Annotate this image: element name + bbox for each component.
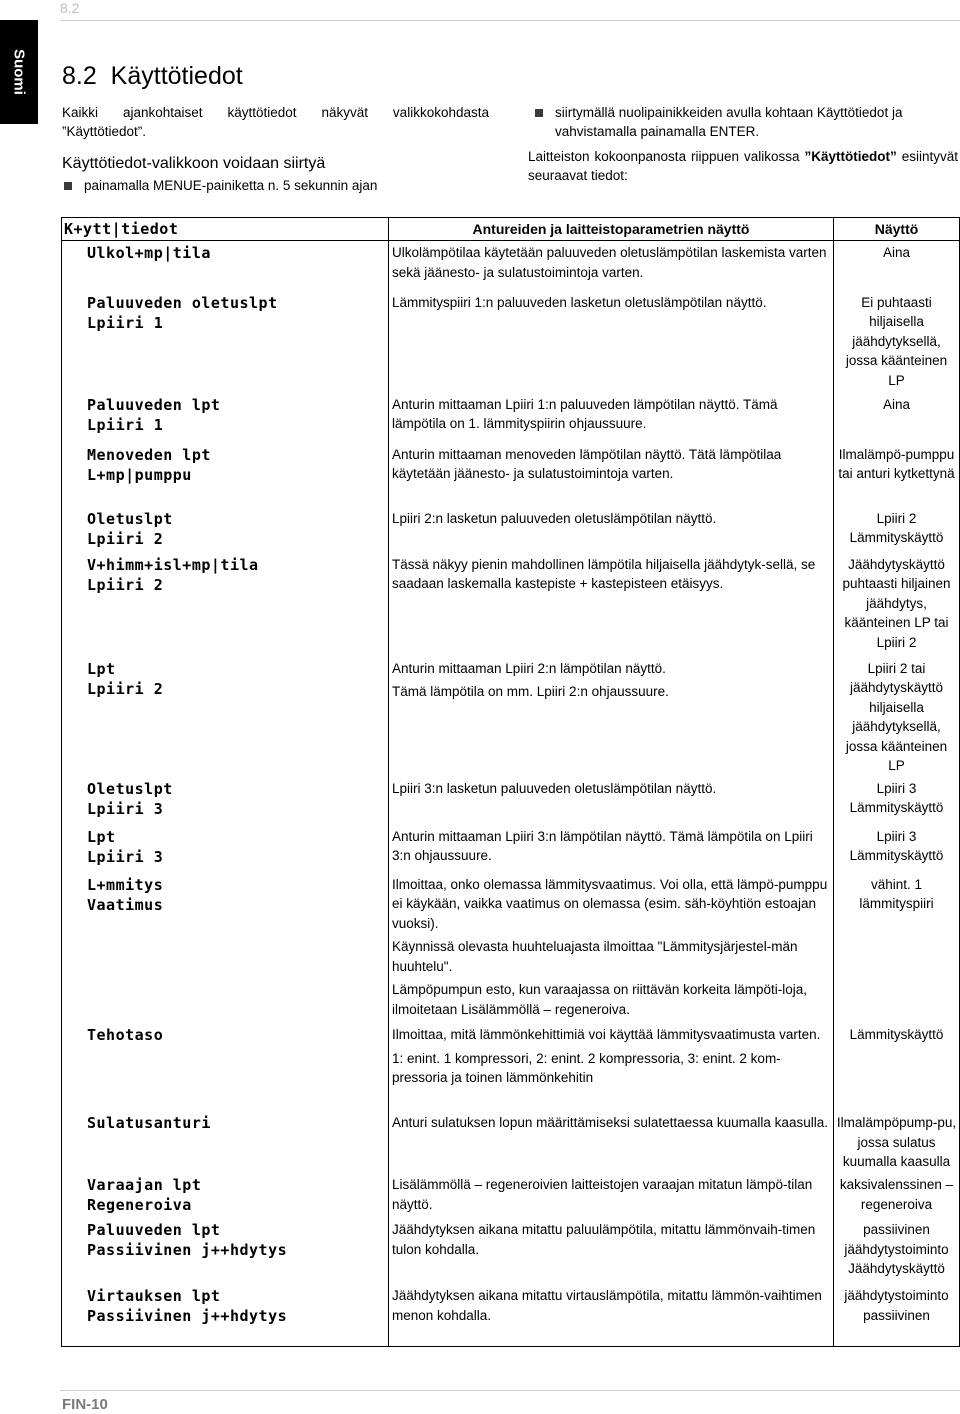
- intro-paragraph: Kaikki ajankohtaiset käyttötiedot näkyvät valikkokohdasta ”Käyttötiedot”.: [62, 105, 489, 139]
- display-condition-cell: Aina: [834, 241, 960, 291]
- display-condition-cell: Lpiiri 2 tai jäähdytyskäyttö hiljaisella jäähdytyksellä, jossa käänteinen LP: [834, 657, 960, 777]
- header-description: Antureiden ja laitteistoparametrien näyttö: [389, 218, 834, 241]
- description-paragraph: Tässä näkyy pienin mahdollinen lämpötila hiljaisella jäähdytyk-sellä, se saadaan laskemalla kastepiste + kastepisteen etäisyys.: [392, 556, 816, 591]
- header-rule: [60, 20, 960, 21]
- menu-item-lcd: [62, 553, 389, 657]
- lcd-line: Sulatusanturi: [87, 1114, 211, 1132]
- description-cell: [389, 1218, 834, 1284]
- table-row: [62, 443, 960, 507]
- description-paragraph: 1: enint. 1 kompressori, 2: enint. 2 kompressoria, 3: enint. 2 kom-pressoria ja toinen lämmönkehitin: [392, 1050, 781, 1085]
- table-row: [62, 825, 960, 873]
- footer-rule: [60, 1390, 960, 1391]
- display-condition-cell: vähint. 1 lämmityspiiri: [834, 873, 960, 1024]
- display-condition-cell: Ilmalämpöpump-pu, jossa sulatus kuumalla kaasulla: [834, 1111, 960, 1173]
- description-paragraph: Lpiiri 2:n lasketun paluuveden oletuslämpötilan näyttö.: [392, 510, 717, 526]
- table-row: [62, 657, 960, 777]
- menu-item-lcd: [62, 1284, 389, 1346]
- menu-item-lcd: [62, 241, 389, 291]
- description-paragraph: Anturin mittaaman Lpiiri 2:n lämpötilan näyttö.: [392, 660, 666, 676]
- language-side-tab: [0, 20, 38, 124]
- description-paragraph: Tämä lämpötila on mm. Lpiiri 2:n ohjaussuure.: [392, 684, 669, 699]
- description-paragraph: Ilmoittaa, onko olemassa lämmitysvaatimus. Voi olla, että lämpö-pumppu ei käykään, vaikka vaatimus on olemassa (esim. säh-köyhtiön estoajan vuoksi).: [392, 876, 828, 931]
- table-row: [62, 1284, 960, 1346]
- description-paragraph: Anturin mittaaman Lpiiri 3:n lämpötilan näyttö. Tämä lämpötila on Lpiiri 3:n ohjaussuure.: [392, 828, 813, 863]
- header-menu: [62, 218, 389, 241]
- table-row: [62, 1023, 960, 1111]
- description-cell: [389, 873, 834, 1024]
- lcd-line: Lpiiri 3: [87, 847, 164, 866]
- title-text: Käyttötiedot: [110, 62, 243, 90]
- lcd-line: Tehotaso: [87, 1026, 164, 1044]
- description-paragraph: Lpiiri 3:n lasketun paluuveden oletuslämpötilan näyttö.: [392, 780, 717, 796]
- lcd-line: Vaatimus: [87, 895, 164, 914]
- table-row: [62, 873, 960, 1024]
- intro-right-bold: ”Käyttötiedot”: [804, 149, 897, 164]
- intro-right-paragraph: [528, 148, 958, 185]
- page-number: FIN-10: [62, 1396, 108, 1413]
- table-row: [62, 291, 960, 393]
- description-paragraph: Anturin mittaaman menoveden lämpötilan näyttö. Tätä lämpötilaa käytetään jäänesto- ja sulatustoimintoja varten.: [392, 446, 782, 481]
- description-paragraph: Ilmoittaa, mitä lämmönkehittimiä voi käyttää lämmitysvaatimusta varten.: [392, 1027, 821, 1042]
- table-row: [62, 777, 960, 825]
- menu-item-lcd: [62, 1023, 389, 1111]
- description-cell: [389, 825, 834, 873]
- lcd-line: Varaajan lpt: [87, 1176, 202, 1194]
- description-paragraph: Lisälämmöllä – regeneroivien laitteistojen varaajan mitatun lämpö-tilan näyttö.: [392, 1177, 813, 1212]
- lcd-line: Passiivinen j++hdytys: [87, 1241, 288, 1259]
- intro-subheading: Käyttötiedot-valikkoon voidaan siirtyä: [62, 155, 326, 172]
- description-cell: [389, 393, 834, 443]
- page-title: [62, 62, 243, 91]
- intro-bullet-enter: siirtymällä nuolipainikkeiden avulla kohtaan Käyttötiedot ja vahvistamalla painamalla ENTER.: [533, 104, 958, 141]
- description-cell: [389, 1023, 834, 1111]
- description-paragraph: Ulkolämpötilaa käytetään paluuveden oletuslämpötilan laskemista varten sekä jäänesto- ja sulatustoimintoja varten.: [392, 245, 827, 280]
- menu-item-lcd: [62, 291, 389, 393]
- description-cell: [389, 553, 834, 657]
- description-cell: [389, 1284, 834, 1346]
- display-condition-cell: Aina: [834, 393, 960, 443]
- display-condition-cell: kaksivalenssinen – regeneroiva: [834, 1173, 960, 1218]
- lcd-line: Lpiiri 2: [87, 575, 164, 594]
- description-cell: [389, 443, 834, 507]
- description-paragraph: Jäähdytyksen aikana mitattu paluulämpötila, mitattu lämmönvaih-timen tulon kohdalla.: [392, 1222, 816, 1257]
- lcd-line: V+himm+isl+mp|tila: [87, 555, 259, 574]
- menu-item-lcd: [62, 393, 389, 443]
- lcd-line: Lpiiri 1: [87, 313, 164, 332]
- lcd-line: Menoveden lpt: [87, 445, 211, 464]
- description-cell: [389, 1173, 834, 1218]
- menu-item-lcd: [62, 1173, 389, 1218]
- table-row: [62, 1111, 960, 1173]
- lcd-line: Ulkol+mp|tila: [87, 244, 211, 262]
- lcd-line: Lpt: [87, 659, 116, 678]
- side-tab-label: Suomi: [10, 49, 28, 95]
- lcd-line: Paluuveden oletuslpt: [87, 293, 278, 312]
- lcd-line: Virtauksen lpt: [87, 1287, 221, 1305]
- menu-item-lcd: [62, 1218, 389, 1284]
- display-condition-cell: Lämmityskäyttö: [834, 1023, 960, 1111]
- menu-item-lcd: [62, 1111, 389, 1173]
- intro-bullet-menue: painamalla MENUE-painiketta n. 5 sekunnin ajan: [62, 177, 504, 196]
- intro-right-post: esiintyvät seuraavat tiedot:: [528, 149, 958, 183]
- table-row: [62, 507, 960, 553]
- table-row: [62, 1218, 960, 1284]
- display-condition-cell: Jäähdytyskäyttö puhtaasti hiljainen jäähdytys, käänteinen LP tai Lpiiri 2: [834, 553, 960, 657]
- display-condition-cell: Lpiiri 3 Lämmityskäyttö: [834, 825, 960, 873]
- description-paragraph: Anturin mittaaman Lpiiri 1:n paluuveden lämpötilan näyttö. Tämä lämpötila on 1. lämmityspiirin ohjaussuure.: [392, 396, 778, 431]
- description-cell: [389, 241, 834, 291]
- lcd-line: Lpiiri 3: [87, 799, 164, 818]
- description-cell: [389, 291, 834, 393]
- menu-item-lcd: [62, 873, 389, 1024]
- lcd-line: Passiivinen j++hdytys: [87, 1307, 288, 1325]
- description-paragraph: Lämmityspiiri 1:n paluuveden lasketun oletuslämpötilan näyttö.: [392, 294, 767, 310]
- menu-item-lcd: [62, 777, 389, 825]
- menu-item-lcd: [62, 507, 389, 553]
- lcd-line: Oletuslpt: [87, 509, 173, 528]
- menu-item-lcd: [62, 443, 389, 507]
- header-display: Näyttö: [834, 218, 960, 241]
- menu-item-lcd: [62, 825, 389, 873]
- lcd-line: L+mmitys: [87, 875, 164, 894]
- description-paragraph: Jäähdytyksen aikana mitattu virtauslämpötila, mitattu lämmön-vaihtimen menon kohdalla.: [392, 1288, 822, 1323]
- menu-item-lcd: [62, 657, 389, 777]
- description-cell: [389, 507, 834, 553]
- description-cell: [389, 1111, 834, 1173]
- display-condition-cell: Ei puhtaasti hiljaisella jäähdytyksellä, jossa käänteinen LP: [834, 291, 960, 393]
- lcd-line: Lpiiri 2: [87, 529, 164, 548]
- intro-right-pre: Laitteiston kokoonpanosta riippuen valikossa: [528, 149, 805, 164]
- header-menu-lcd: K+ytt|tiedot: [64, 220, 179, 238]
- lcd-line: Paluuveden lpt: [87, 395, 221, 414]
- display-condition-cell: passiivinen jäähdytystoiminto Jäähdytyskäyttö: [834, 1218, 960, 1284]
- lcd-line: Oletuslpt: [87, 779, 173, 798]
- description-paragraph: Anturi sulatuksen lopun määrittämiseksi sulatettaessa kuumalla kaasulla.: [392, 1115, 828, 1130]
- table-row: [62, 241, 960, 291]
- display-condition-cell: Lpiiri 2 Lämmityskäyttö: [834, 507, 960, 553]
- lcd-line: Lpiiri 2: [87, 679, 164, 698]
- display-condition-cell: jäähdytystoiminto passiivinen: [834, 1284, 960, 1346]
- table-row: [62, 393, 960, 443]
- title-number: 8.2: [62, 62, 97, 90]
- lcd-line: Lpt: [87, 827, 116, 846]
- display-condition-cell: Ilmalämpö-pumppu tai anturi kytkettynä: [834, 443, 960, 507]
- table-row: [62, 1173, 960, 1218]
- description-cell: [389, 777, 834, 825]
- header-section-number: 8.2: [60, 0, 80, 16]
- lcd-line: L+mp|pumppu: [87, 465, 192, 484]
- table-header-row: [62, 218, 960, 241]
- description-cell: [389, 657, 834, 777]
- operating-data-table: [61, 217, 960, 1347]
- description-paragraph: Käynnissä olevasta huuhteluajasta ilmoittaa "Lämmitysjärjestel-män huuhtelu".: [392, 939, 798, 974]
- lcd-line: Regeneroiva: [87, 1196, 192, 1214]
- lcd-line: Paluuveden lpt: [87, 1221, 221, 1239]
- lcd-line: Lpiiri 1: [87, 415, 164, 434]
- description-paragraph: Lämpöpumpun esto, kun varaajassa on riittävän korkeita lämpöti-loja, ilmoitetaan Lisälämmöllä – regeneroiva.: [392, 982, 807, 1017]
- table-row: [62, 553, 960, 657]
- display-condition-cell: Lpiiri 3 Lämmityskäyttö: [834, 777, 960, 825]
